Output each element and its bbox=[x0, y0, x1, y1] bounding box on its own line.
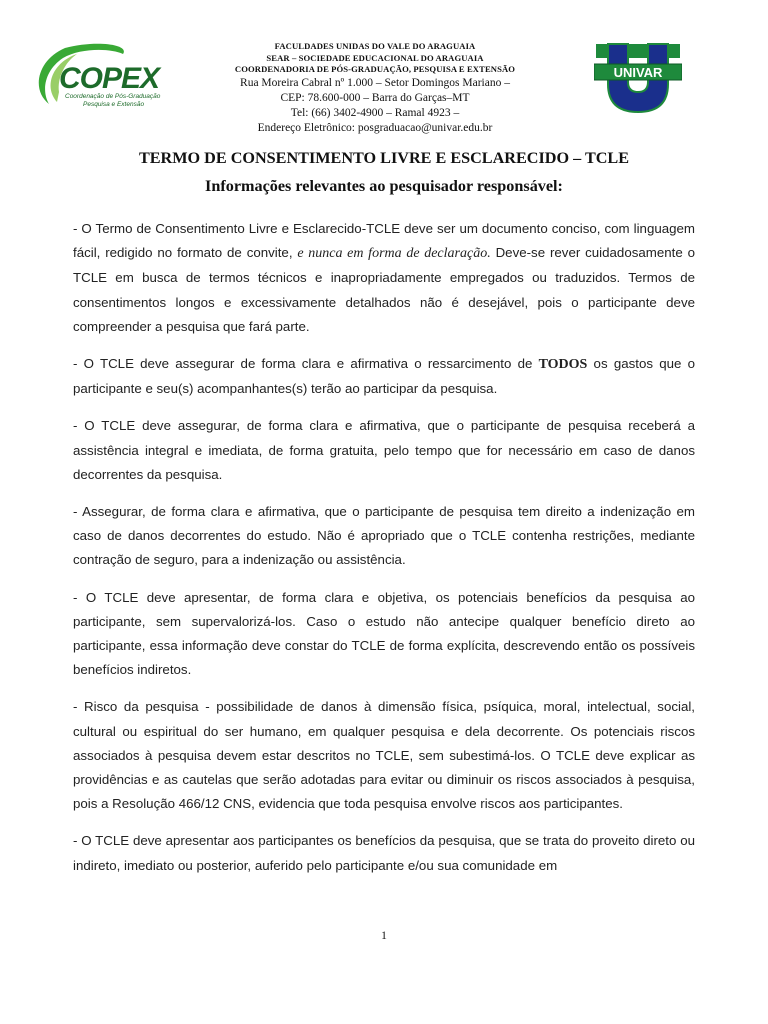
document-subtitle: Informações relevantes ao pesquisador responsável: bbox=[205, 177, 563, 195]
paragraph-6: - Risco da pesquisa - possibilidade de danos à dimensão física, psíquica, moral, intelectual, social, cultural ou espiritual do ser humano, em qualquer pesquisa e dela decorrente. Os potenciais riscos associados à pesquisa devem estar descritos no TCLE, sem subestimá-los. O TCLE deve explicar as providências e as cautelas que serão adotadas para evitar ou diminuir os riscos associados à pesquisa, pois a Resolução 466/12 CNS, evidencia que toda pesquisa envolve riscos aos participantes. bbox=[73, 699, 695, 812]
phone-line: Tel: (66) 3402-4900 – Ramal 4923 – bbox=[290, 106, 460, 119]
page-number: 1 bbox=[381, 930, 387, 942]
document-body bbox=[73, 217, 695, 891]
paragraph-5: - O TCLE deve apresentar, de forma clara e objetiva, os potenciais benefícios da pesquisa ao participante, sem supervalorizá-los. Caso o estudo não antecipe qualquer benefício direto ao participante, essa informação deve constar do TCLE de forma explícita, descrevendo então os possíveis benefícios indiretos. bbox=[73, 589, 695, 678]
document-title: TERMO DE CONSENTIMENTO LIVRE E ESCLARECIDO – TCLE bbox=[138, 149, 630, 167]
society-name: SEAR – SOCIEDADE EDUCACIONAL DO ARAGUAIA bbox=[266, 52, 484, 63]
paragraph-1: - O Termo de Consentimento Livre e Esclarecido-TCLE deve ser um documento conciso, com linguagem fácil, redigido no formato de convite, e nunca em forma de declaração. Deve-se rever cuidadosamente o TCLE em busca de termos técnicos e inapropriadamente empregados ou traduzidos. Termos de consentimentos longos e excessivamente detalhados não é desejável, pois o participante deve compreender a pesquisa que fará parte. bbox=[73, 221, 695, 334]
cep-line: CEP: 78.600-000 – Barra do Garças–MT bbox=[280, 91, 470, 104]
copex-logo-name: COPEX bbox=[59, 62, 160, 95]
univar-logo-name: UNIVAR bbox=[613, 65, 663, 80]
copex-caption-line2: Pesquisa e Extensão bbox=[83, 101, 145, 108]
email-line: Endereço Eletrônico: posgraduacao@univar.edu.br bbox=[257, 121, 493, 134]
address-line: Rua Moreira Cabral nº 1.000 – Setor Domingos Mariano – bbox=[240, 76, 510, 89]
univar-logo bbox=[594, 42, 682, 114]
letterhead bbox=[0, 38, 768, 138]
copex-logo bbox=[35, 42, 175, 110]
paragraph-2-strong: TODOS bbox=[538, 357, 588, 373]
department-name: COORDENADORIA DE PÓS-GRADUAÇÃO, PESQUISA E EXTENSÃO bbox=[234, 64, 516, 74]
institution-info bbox=[180, 41, 570, 136]
paragraph-3: - O TCLE deve assegurar, de forma clara e afirmativa, que o participante de pesquisa receberá a assistência integral e imediata, de forma gratuita, pelo tempo que for necessário em caso de danos decorrentes da pesquisa. bbox=[73, 418, 695, 482]
paragraph-4: - Assegurar, de forma clara e afirmativa, que o participante de pesquisa tem direito a indenização em caso de danos decorrentes do estudo. Não é apropriado que o TCLE contenha restrições, mediante contração de seguro, para a indenização ou assistência. bbox=[73, 504, 695, 568]
paragraph-7: - O TCLE deve apresentar aos participantes os benefícios da pesquisa, que se trata do proveito direto ou indireto, imediato ou posterior, auferido pelo participante e/ou sua comunidade em bbox=[73, 833, 695, 873]
institution-name: FACULDADES UNIDAS DO VALE DO ARAGUAIA bbox=[274, 41, 476, 51]
copex-caption-line1: Coordenação de Pós-Graduação bbox=[65, 93, 161, 100]
paragraph-1-emphasis: e nunca em forma de declaração. bbox=[297, 246, 491, 262]
paragraph-2: - O TCLE deve assegurar de forma clara e afirmativa o ressarcimento de TODOS os gastos que o participante e seu(s) acompanhantes(s) terão ao participar da pesquisa. bbox=[73, 356, 695, 397]
